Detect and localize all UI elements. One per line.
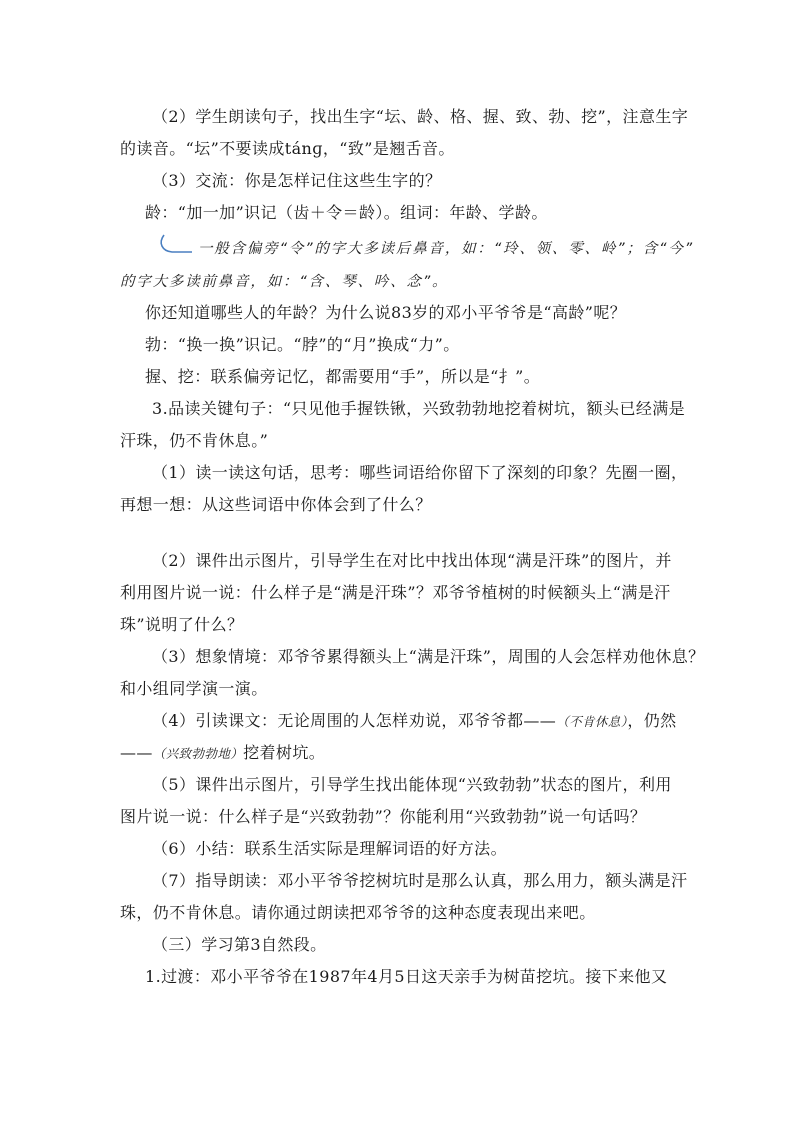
line-text: （4）引读课文：无论周围的人怎样劝说，邓爷爷都—— xyxy=(152,711,557,730)
paragraph-line: （5）课件出示图片，引导学生找出能体现“兴致勃勃”状态的图片，利用 xyxy=(152,775,672,794)
annotation-note-line: 一般含偏旁“令”的字大多读后鼻音，如：“玲、领、零、岭”；含“今” xyxy=(198,241,694,257)
paragraph-line: 3.品读关键句子：“只见他手握铁锹，兴致勃勃地挖着树坑，额头已经满是 xyxy=(152,399,686,418)
paragraph-line: 你还知道哪些人的年龄？为什么说83岁的邓小平爷爷是“高龄”呢？ xyxy=(145,303,627,322)
paragraph-line xyxy=(152,711,677,732)
paragraph-line: 利用图片说一说：什么样子是“满是汗珠”？邓爷爷植树的时候额头上“满是汗 xyxy=(120,583,671,602)
paragraph-line: 汗珠，仍不肯休息。” xyxy=(120,431,269,450)
paragraph-line: 龄：“加一加”识记（齿＋令＝龄）。组词：年龄、学龄。 xyxy=(145,203,548,222)
paragraph-line: （7）指导朗读：邓小平爷爷挖树坑时是那么认真，那么用力，额头满是汗 xyxy=(152,871,688,890)
line-text: —— xyxy=(120,743,153,762)
paragraph-line: 的读音。“坛”不要读成tánɡ，“致”是翘舌音。 xyxy=(120,139,455,158)
paragraph-line: 珠”说明了什么？ xyxy=(120,615,244,634)
paragraph-line: 和小组同学演一演。 xyxy=(120,679,268,698)
paragraph-line: 图片说一说：什么样子是“兴致勃勃”？你能利用“兴致勃勃”说一句话吗？ xyxy=(120,807,647,826)
line-text: ，仍然 xyxy=(627,711,677,730)
handwritten-answer: （兴致勃勃地） xyxy=(152,746,244,761)
paragraph-line: 勃：“换一换”识记。“脖”的“月”换成“力”。 xyxy=(145,335,460,354)
annotation-arrow-icon xyxy=(156,233,196,257)
annotation-note-line: 的字大多读前鼻音，如：“含、琴、吟、念”。 xyxy=(120,274,449,290)
paragraph-line: 珠，仍不肯休息。请你通过朗读把邓爷爷的这种态度表现出来吧。 xyxy=(120,903,596,922)
paragraph-line: （3）想象情境：邓爷爷累得额头上“满是汗珠”，周围的人会怎样劝他休息？ xyxy=(152,647,705,666)
paragraph-line: （1）读一读这句话，思考：哪些词语给你留下了深刻的印象？先圈一圈， xyxy=(152,463,688,482)
paragraph-line: 1.过渡：邓小平爷爷在1987年4月5日这天亲手为树苗挖坑。接下来他又 xyxy=(145,967,668,986)
line-text: 挖着树坑。 xyxy=(243,743,326,762)
section-heading: （三）学习第3自然段。 xyxy=(152,935,327,954)
paragraph-line: （6）小结：联系生活实际是理解词语的好方法。 xyxy=(152,839,507,858)
handwritten-answer: （不肯休息） xyxy=(556,714,628,729)
paragraph-line: （2）学生朗读句子，找出生字“坛、龄、格、握、致、勃、挖”，注意生字 xyxy=(152,107,689,126)
paragraph-line: 再想一想：从这些词语中你体会到了什么？ xyxy=(120,495,432,514)
paragraph-line: （3）交流：你是怎样记住这些生字的？ xyxy=(152,171,442,190)
paragraph-line xyxy=(120,743,325,764)
paragraph-line: （2）课件出示图片，引导学生在对比中找出体现“满是汗珠”的图片，并 xyxy=(152,551,672,570)
paragraph-line: 握、挖：联系偏旁记忆，都需要用“手”，所以是“扌”。 xyxy=(145,367,541,386)
